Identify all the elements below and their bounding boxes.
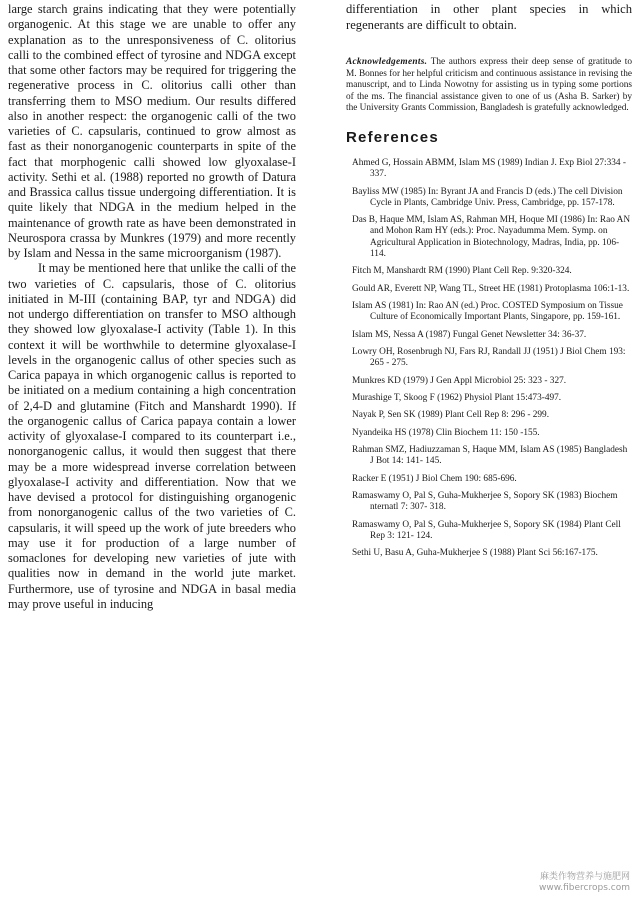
reference-item: Rahman SMZ, Hadiuzzaman S, Haque MM, Islam AS (1985) Bangladesh J Bot 14: 141- 145. xyxy=(352,445,628,467)
body-paragraph-2: It may be mentioned here that unlike the calli of the two varieties of C. capsularis, those of C. olitorius initiated in M-III (containing BAP, tyr and NDGA) did not undergo differentiation on transfer to MSO although they showed low glyoxalase-I activity (Table 1). In this context it will be worthwhile to determine glyoxalase-I levels in the organogenic callus of other species such as Carica papaya in which organogenic callus is reported to be initiated on a medium containing a high concentration of 2,4-D and glutamine (Fitch and Manshardt 1990). If the organogenic callus of Carica papaya contain a lower activity of glyoxalase-I compared to its counterpart i.e., nonorganogenic callus, it would then suggest that there may be a more widespread inverse correlation between glyoxalase-I activity and differentiation. Now that we have devised a protocol for distinguishing organogenic from nonorganogenic callus of the two varieties of C. capsularis, it will speed up the work of jute breeders who may use it for production of a large number of somaclones for developing new varieties of jute with qualities now in demand in the world jute market. Furthermore, use of tyrosine and NDGA in basal media may prove useful in inducing xyxy=(8,261,296,611)
watermark-url: www.fibercrops.com xyxy=(539,883,630,893)
reference-item: Nyandeika HS (1978) Clin Biochem 11: 150 -155. xyxy=(352,427,540,438)
watermark-title: 麻类作物营养与施肥网 xyxy=(539,872,630,882)
acknowledgements xyxy=(346,57,632,115)
left-column xyxy=(8,2,296,612)
watermark xyxy=(539,872,630,894)
body-paragraph-continuation: differentiation in other plant species in which regenerants are difficult to obtain. xyxy=(346,2,632,32)
reference-item: Gould AR, Everett NP, Wang TL, Street HE (1981) Protoplasma 106:1-13. xyxy=(352,283,630,294)
reference-item: Murashige T, Skoog F (1962) Physiol Plant 15:473-497. xyxy=(352,392,562,403)
reference-item: Ramaswamy O, Pal S, Guha-Mukherjee S, Sopory SK (1983) Biochem nternatl 7: 307- 318. xyxy=(352,491,618,513)
body-paragraph-1: large starch grains indicating that they were potentially organogenic. At this stage we are unable to offer any explanation as to the unresponsiveness of C. olitorius calli to the combined effect of tyrosine and NDGA except that some other factors may be required for triggering the regenerative process in C. olitorius calli other than transferring them to MSO medium. Our results differed also in another respect: the organogenic calli of the two varieties of C. capsularis, continued to grow almost as fast as their nonorganogenic counterparts in spite of the fact that morphogenic calli showed low glyoxalase-I activity. Sethi et al. (1988) reported no growth of Datura and Brassica callus tissue undergoing differentiation. It is quite likely that NDGA in the medium helped in the maintenance of growth rate as have been demonstrated in Neurospora crassa by Munkres (1979) and more recently by Islam and Nessa in the same microorganism (1987). xyxy=(8,2,296,260)
reference-item: Ahmed G, Hossain ABMM, Islam MS (1989) Indian J. Exp Biol 27:334 - 337. xyxy=(352,157,626,180)
reference-item: Sethi U, Basu A, Guha-Mukherjee S (1988) Plant Sci 56:167-175. xyxy=(352,548,598,559)
references-heading: References xyxy=(346,128,439,146)
reference-item: Racker E (1951) J Biol Chem 190: 685-696. xyxy=(352,473,517,484)
reference-item: Ramaswamy O, Pal S, Guha-Mukherjee S, Sopory SK (1984) Plant Cell Rep 3: 121- 124. xyxy=(352,519,621,541)
acknowledgements-text: The authors express their deep sense of gratitude to M. Bonnes for her helpful criticism and continuous assistance in revising the manuscript, and to Linda Nowotny for assisting us in typing some portions of the ms. The financial assistance given to one of us (Asha B. Sarker) by the University Grants Commission, Bangladesh is gratefully acknowledged. xyxy=(346,57,632,114)
right-column xyxy=(346,2,632,566)
reference-item: Nayak P, Sen SK (1989) Plant Cell Rep 8: 296 - 299. xyxy=(352,410,550,421)
reference-item: Islam AS (1981) In: Rao AN (ed.) Proc. COSTED Symposium on Tissue Culture of Economically Important Plants, Singapore, pp. 159-161. xyxy=(352,300,623,323)
reference-item: Bayliss MW (1985) In: Byrant JA and Francis D (eds.) The cell Division Cycle in Plants, Cambridge Univ. Press, Cambridge, pp. 157-178. xyxy=(352,186,623,208)
acknowledgements-heading: Acknowledgements. xyxy=(346,57,428,67)
reference-item: Lowry OH, Rosenbrugh NJ, Fars RJ, Randall JJ (1951) J Biol Chem 193: 265 - 275. xyxy=(352,346,626,369)
reference-item: Munkres KD (1979) J Gen Appl Microbiol 25: 323 - 327. xyxy=(352,375,567,386)
reference-item: Das B, Haque MM, Islam AS, Rahman MH, Hoque MI (1986) In: Rao AN and Mohon Ram HY (eds.): Proc. Nayadumma Mem. Symp. on Agricultural Application in Biotechnology, Madras, India, pp. 106-114. xyxy=(352,215,631,259)
reference-item: Islam MS, Nessa A (1987) Fungal Genet Newsletter 34: 36-37. xyxy=(352,329,587,340)
reference-item: Fitch M, Manshardt RM (1990) Plant Cell Rep. 9:320-324. xyxy=(352,266,572,277)
reference-list xyxy=(346,158,632,559)
